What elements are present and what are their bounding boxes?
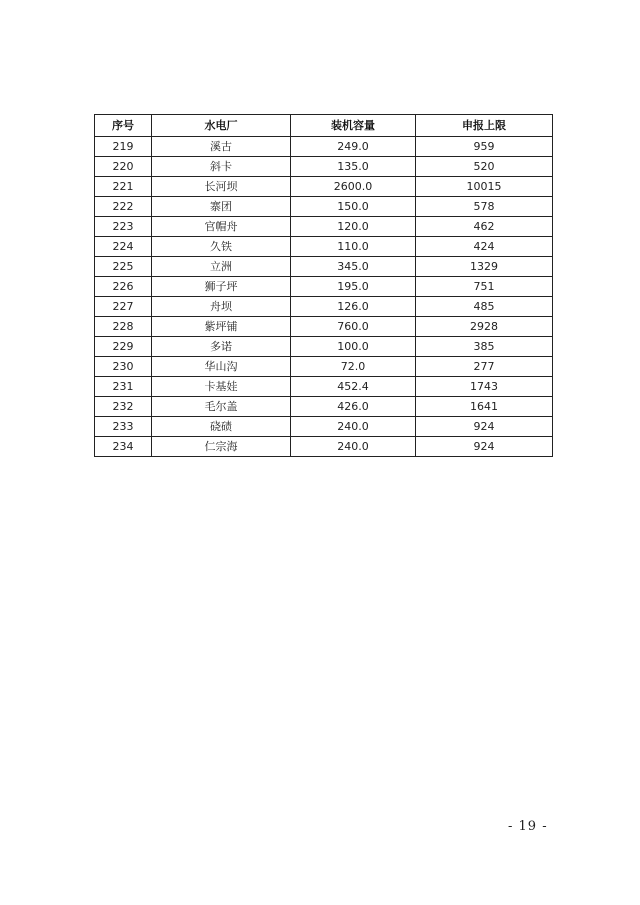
cell-declared-limit: 751 [416,277,553,297]
table-header-row [95,115,553,137]
cell-installed-capacity: 2600.0 [291,177,416,197]
cell-declared-limit: 1329 [416,257,553,277]
cell-seq: 232 [95,397,152,417]
cell-plant-name: 卡基娃 [152,377,291,397]
header-plant-name: 水电厂 [152,115,291,137]
cell-declared-limit: 277 [416,357,553,377]
cell-seq: 228 [95,317,152,337]
table-row [95,437,553,457]
cell-plant-name: 立洲 [152,257,291,277]
table-row [95,337,553,357]
cell-seq: 227 [95,297,152,317]
cell-plant-name: 斜卡 [152,157,291,177]
table-row [95,357,553,377]
cell-installed-capacity: 249.0 [291,137,416,157]
cell-seq: 222 [95,197,152,217]
cell-seq: 225 [95,257,152,277]
header-seq: 序号 [95,115,152,137]
cell-seq: 229 [95,337,152,357]
cell-seq: 219 [95,137,152,157]
table-row [95,297,553,317]
cell-plant-name: 紫坪铺 [152,317,291,337]
table-row [95,277,553,297]
cell-declared-limit: 959 [416,137,553,157]
cell-installed-capacity: 72.0 [291,357,416,377]
cell-declared-limit: 10015 [416,177,553,197]
cell-plant-name: 久铁 [152,237,291,257]
cell-declared-limit: 924 [416,437,553,457]
cell-declared-limit: 924 [416,417,553,437]
cell-installed-capacity: 240.0 [291,437,416,457]
table-row [95,417,553,437]
hydropower-table [94,114,553,457]
cell-seq: 224 [95,237,152,257]
table-row [95,137,553,157]
cell-plant-name: 舟坝 [152,297,291,317]
cell-installed-capacity: 760.0 [291,317,416,337]
cell-seq: 234 [95,437,152,457]
cell-installed-capacity: 240.0 [291,417,416,437]
cell-plant-name: 硗碛 [152,417,291,437]
cell-plant-name: 华山沟 [152,357,291,377]
cell-installed-capacity: 150.0 [291,197,416,217]
table-row [95,177,553,197]
cell-installed-capacity: 110.0 [291,237,416,257]
header-installed-capacity: 装机容量 [291,115,416,137]
cell-seq: 231 [95,377,152,397]
cell-installed-capacity: 426.0 [291,397,416,417]
cell-plant-name: 毛尔盖 [152,397,291,417]
table-row [95,377,553,397]
table-row [95,197,553,217]
header-declared-limit: 申报上限 [416,115,553,137]
cell-installed-capacity: 120.0 [291,217,416,237]
cell-plant-name: 寨团 [152,197,291,217]
cell-installed-capacity: 135.0 [291,157,416,177]
table-row [95,157,553,177]
cell-seq: 220 [95,157,152,177]
cell-seq: 226 [95,277,152,297]
cell-seq: 223 [95,217,152,237]
page-number: - 19 - [508,819,548,834]
cell-installed-capacity: 452.4 [291,377,416,397]
cell-plant-name: 溪古 [152,137,291,157]
table-body [95,137,553,457]
cell-seq: 233 [95,417,152,437]
cell-installed-capacity: 195.0 [291,277,416,297]
cell-plant-name: 长河坝 [152,177,291,197]
cell-declared-limit: 485 [416,297,553,317]
table-row [95,397,553,417]
cell-declared-limit: 1743 [416,377,553,397]
cell-installed-capacity: 345.0 [291,257,416,277]
table-row [95,237,553,257]
cell-installed-capacity: 126.0 [291,297,416,317]
cell-installed-capacity: 100.0 [291,337,416,357]
table-row [95,317,553,337]
cell-plant-name: 仁宗海 [152,437,291,457]
cell-declared-limit: 424 [416,237,553,257]
cell-seq: 230 [95,357,152,377]
cell-seq: 221 [95,177,152,197]
table-row [95,217,553,237]
cell-declared-limit: 1641 [416,397,553,417]
cell-plant-name: 多诺 [152,337,291,357]
cell-plant-name: 官帽舟 [152,217,291,237]
table-row [95,257,553,277]
cell-declared-limit: 385 [416,337,553,357]
cell-declared-limit: 578 [416,197,553,217]
cell-plant-name: 狮子坪 [152,277,291,297]
cell-declared-limit: 462 [416,217,553,237]
cell-declared-limit: 2928 [416,317,553,337]
cell-declared-limit: 520 [416,157,553,177]
